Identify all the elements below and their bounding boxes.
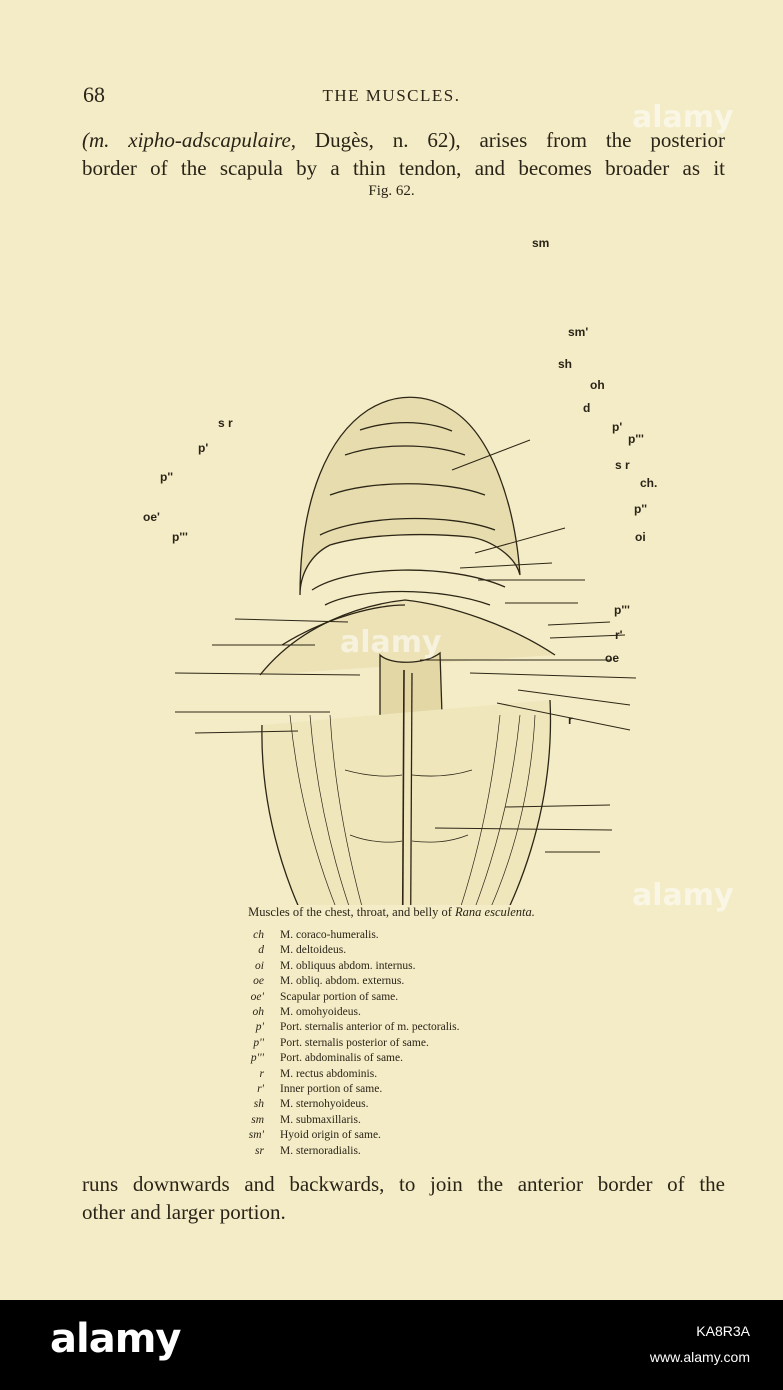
figure-legend <box>232 928 459 1159</box>
legend-desc: M. submaxillaris. <box>280 1113 361 1126</box>
image-id: KA8R3A <box>696 1323 750 1339</box>
label-oe: oe <box>605 651 620 665</box>
legend-desc: Port. sternalis anterior of m. pectoralis. <box>280 1021 460 1034</box>
legend-row <box>232 1113 459 1128</box>
legend-abbr: oe' <box>250 990 264 1003</box>
label-oi: oi <box>635 530 646 544</box>
label-ch: ch. <box>640 476 658 490</box>
legend-row <box>232 990 459 1005</box>
italic-term: (m. xipho-adscapulaire, <box>82 128 297 152</box>
label-sh: sh <box>558 357 573 371</box>
legend-row <box>232 1082 459 1097</box>
legend-row <box>232 1051 459 1066</box>
page-number: 68 <box>83 82 105 107</box>
legend-desc: M. rectus abdominis. <box>280 1067 378 1080</box>
legend-row <box>232 974 459 989</box>
label-p-prime-right: p' <box>612 420 623 434</box>
legend-abbr: d <box>258 944 264 957</box>
watermark-top: alamy <box>632 100 734 135</box>
legend-desc: M. coraco-humeralis. <box>280 929 379 941</box>
paragraph-line-1 <box>82 126 725 154</box>
legend-row <box>232 1067 459 1082</box>
label-p-double-left: p'' <box>160 470 174 484</box>
figure-label: Fig. 62. <box>368 183 415 199</box>
label-oh: oh <box>590 378 605 392</box>
legend-abbr: p' <box>255 1021 264 1034</box>
legend-row <box>232 943 459 958</box>
label-p-triple-right: p''' <box>614 603 630 617</box>
legend-desc: Inner portion of same. <box>280 1083 383 1096</box>
legend-abbr: oi <box>255 959 264 972</box>
legend-abbr: p''' <box>250 1052 264 1065</box>
paragraph-line-3: runs downwards and backwards, to join the anterior border of the <box>82 1172 725 1196</box>
legend-abbr: p'' <box>253 1036 264 1049</box>
legend-desc: M. obliquus abdom. internus. <box>280 959 416 972</box>
frog-muscle-illustration <box>0 195 783 905</box>
paragraph-line-2: border of the scapula by a thin tendon, and becomes broader as it <box>82 156 725 180</box>
legend-abbr: r <box>259 1067 264 1080</box>
label-oe-prime: oe' <box>143 510 160 524</box>
legend-row <box>232 1036 459 1051</box>
legend-row <box>232 1097 459 1112</box>
label-sr-right: s r <box>615 458 630 472</box>
site-url[interactable]: www.alamy.com <box>649 1349 750 1365</box>
running-title: THE MUSCLES. <box>322 86 461 105</box>
legend-abbr: sh <box>253 1098 264 1111</box>
legend-abbr: sr <box>255 1144 264 1157</box>
legend-abbr: r' <box>257 1083 264 1096</box>
legend-desc: M. sternohyoideus. <box>280 1098 369 1111</box>
legend-abbr: oe <box>253 975 264 988</box>
legend-abbr: oh <box>252 1006 264 1019</box>
caption-species: Rana esculenta. <box>455 905 535 919</box>
label-r-prime: r' <box>615 628 623 642</box>
label-r: r <box>568 713 573 727</box>
label-d: d <box>583 401 591 415</box>
label-sm: sm <box>532 236 550 250</box>
legend-row <box>232 928 459 943</box>
legend-abbr: ch <box>253 929 264 941</box>
brand-logo: alamy <box>50 1316 181 1362</box>
legend-abbr: sm <box>251 1113 264 1126</box>
label-p-prime-left: p' <box>198 441 209 455</box>
watermark-center: alamy <box>340 625 442 660</box>
legend-desc: Scapular portion of same. <box>280 990 399 1003</box>
legend-desc: M. obliq. abdom. externus. <box>280 975 405 988</box>
label-sm-prime: sm' <box>568 325 589 339</box>
legend-row <box>232 1020 459 1035</box>
legend-desc: M. deltoideus. <box>280 944 347 957</box>
watermark-mid: alamy <box>632 878 734 913</box>
legend-row <box>232 1005 459 1020</box>
label-p-double-right: p'' <box>634 502 648 516</box>
label-sr-left: s r <box>218 416 233 430</box>
legend-row <box>232 959 459 974</box>
label-p-triple-left: p''' <box>172 530 188 544</box>
legend-abbr: sm' <box>248 1129 264 1142</box>
legend-desc: Hyoid origin of same. <box>280 1129 381 1142</box>
legend-desc: M. omohyoideus. <box>280 1006 361 1019</box>
caption-text: Muscles of the chest, throat, and belly of <box>248 905 456 919</box>
legend-desc: Port. abdominalis of same. <box>280 1052 403 1065</box>
legend-row <box>232 1128 459 1143</box>
legend-desc: Port. sternalis posterior of same. <box>280 1036 429 1049</box>
line-1-text: Dugès, n. 62), arises from the posterior <box>296 128 726 152</box>
paragraph-line-4: other and larger portion. <box>82 1200 286 1224</box>
legend-row <box>232 1144 459 1159</box>
label-p-triple-top: p''' <box>628 432 644 446</box>
legend-desc: M. sternoradialis. <box>280 1144 361 1157</box>
